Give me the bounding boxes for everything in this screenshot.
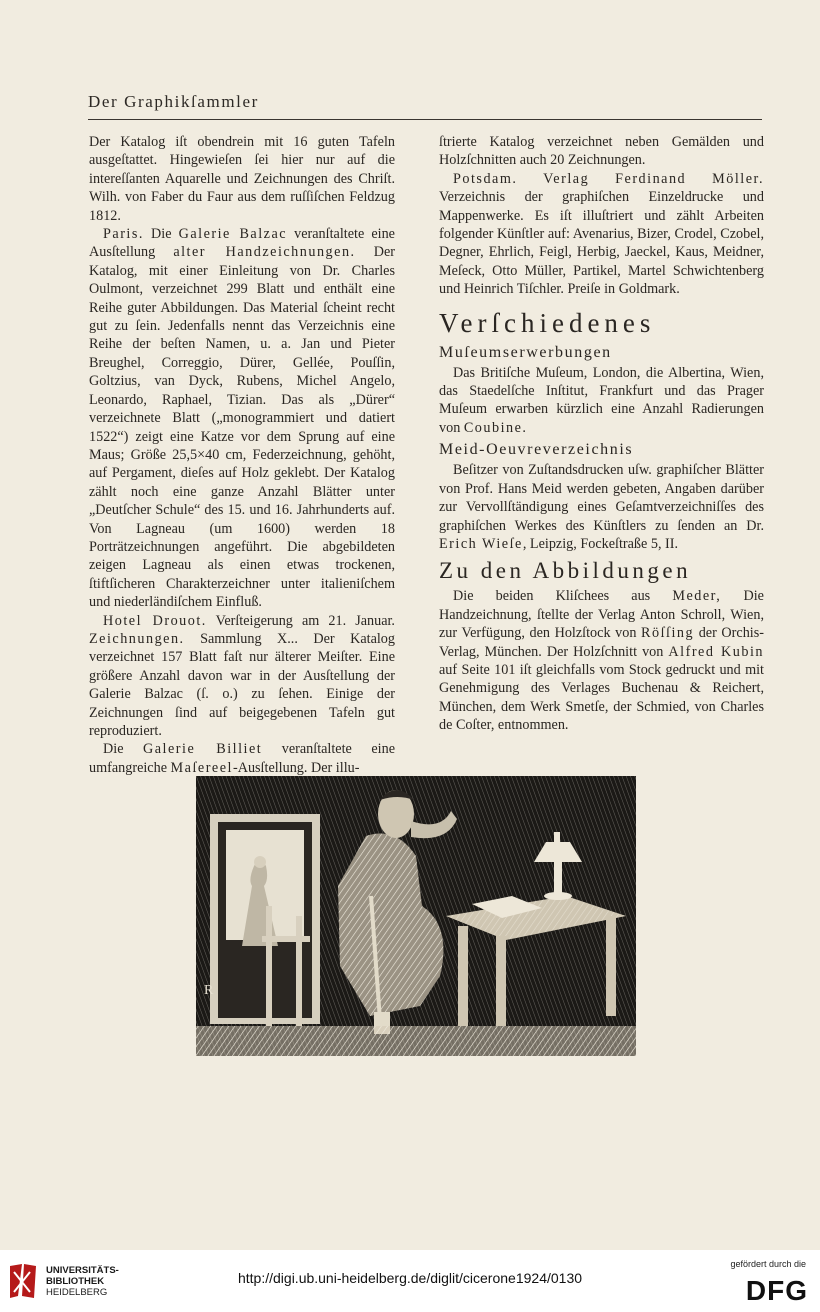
text-run: veranſtaltete eine Ausſtellung xyxy=(89,226,395,261)
header-rule xyxy=(88,119,762,120)
text-run: Die beiden Kliſchees aus xyxy=(453,588,673,605)
text-run: Die xyxy=(103,741,143,758)
left-paragraph-drouot xyxy=(89,612,395,741)
galerie-balzac: Galerie Balzac xyxy=(178,226,288,243)
library-line-3: HEIDELBERG xyxy=(46,1287,108,1298)
left-column xyxy=(89,133,395,777)
text-run: Verzeichnis der graphiſchen Einzeldrucke und Mappenwerke. Es iſt illuſtriert und zählt Arbeiten folgender Künſtler auf: Avenarius, Bizer, Crodel, Czobel, Degner, Ehrlich, Feigl, Herbig, Jaeckel, Kaus, Meidner, Meſeck, Otto Müller, Partikel, Martel Schwichtenberg und Heinrich Tiſchler. Preiſe in Goldmark. xyxy=(439,189,764,298)
potsdam-verlag: Potsdam. Verlag Ferdinand Möller. xyxy=(453,170,764,187)
right-column xyxy=(439,133,764,735)
section-title-abbildungen: Zu den Abbildungen xyxy=(439,558,692,584)
left-paragraph-billiet xyxy=(89,740,395,777)
left-paragraph-1: Der Katalog iſt obendrein mit 16 guten Tafeln ausgeſtattet. Hingewieſen ſei hier nur auf die intereſſanten Aquarelle und Zeichnungen des Chriſt. Wilh. von Faber du Faur aus dem ruſſiſchen Feldzug 1812. xyxy=(89,134,395,224)
text-run: Die xyxy=(143,226,179,243)
woodcut-monogram: R xyxy=(204,983,214,998)
text-run: Der Katalog, mit einer Einleitung von Dr. Charles Oulmont, verzeichnet 299 Blatt und enthält eine Reihe guter Abbildungen. Das Material ſcheint recht gut zu ſein. Jedenfalls nennt das Verzeichnis eine Reihe der beſten Namen, u. a. Jan und Pieter Breughel, Correggio, Dürer, Gellée, Pouſſin, Goltzius, van Dyck, Rubens, Michel Angelo, Leonardo, Raphael, Tizian. Das als „Dürer“ verzeichnete Blatt („monogrammiert und datiert 1522“) zeigt eine Katze vor dem Sprung auf eine Maus; Größe 25,5×40 cm, Federzeichnung, gehöht, auf Pergament, dieſes auf Holz geklebt. Der Katalog zählt noch eine ganze Anzahl Blätter unter „Deutſcher Schule“ des 15. und 16. Jahrhunderts auf. Von Lagneau (um 1600) werden 18 Porträtzeichnungen angeführt. Die abgebildeten zeigen Lagneau als einen etwas trockenen, ſtiftſicheren Charakterzeichner unter italieniſchem und niederländiſchem Einfluß. xyxy=(89,244,395,611)
text-run: Verſteigerung am 21. Januar. xyxy=(206,612,395,629)
funded-by-note: gefördert durch die xyxy=(730,1259,806,1269)
masereel-emph: Maſereel xyxy=(170,759,233,776)
right-paragraph-1: ſtrierte Katalog verzeichnet neben Gemälden und Holzſchnitten auch 20 Zeichnungen. xyxy=(439,134,764,169)
permalink-url[interactable]: http://digi.ub.uni-heidelberg.de/diglit/cicerone1924/0130 xyxy=(237,1270,583,1286)
right-paragraph-potsdam xyxy=(439,170,764,299)
text-run: der Orchis-Verlag, München. Der Holzſchnitt von xyxy=(439,625,764,660)
woodcut-illustration xyxy=(196,776,636,1056)
galerie-billiet: Galerie Billiet xyxy=(143,741,263,758)
erich-wiese: Erich Wieſe xyxy=(439,535,523,552)
subhead-museumserwerbungen: Muſeumserwerbungen xyxy=(439,343,612,361)
library-line-1: UNIVERSITÄTS- xyxy=(46,1265,119,1276)
roessing-emph: Röſſing xyxy=(641,625,695,642)
meder-emph: Meder, xyxy=(672,588,722,605)
place-paris: Paris. xyxy=(103,226,144,243)
kubin-emph: Alfred Kubin xyxy=(668,643,764,660)
hotel-drouot: Hotel Drouot. xyxy=(103,612,207,629)
handzeichnungen-emph: alter Handzeichnungen. xyxy=(173,244,356,261)
left-paragraph-paris xyxy=(89,225,395,612)
text-run: Die Handzeichnung, ſtellte der Verlag Anton Schroll, Wien, zur Verfügung, den Holzſtock von xyxy=(439,588,764,642)
coubine-emph: Coubine. xyxy=(463,419,528,436)
meid-paragraph xyxy=(439,461,764,553)
museum-paragraph xyxy=(439,364,764,438)
zeichnungen-emph: Zeichnungen. xyxy=(89,630,185,647)
text-run: veranſtaltete eine umfangreiche xyxy=(89,741,395,776)
dfg-logo: DFG xyxy=(745,1275,808,1306)
text-run: Das Britiſche Muſeum, London, die Albertina, Wien, das Staedelſche Inſtitut, Frankfurt und das Prager Muſeum erwarben kürzlich eine Anzahl Radierungen von xyxy=(439,364,764,436)
text-run: Sammlung X... Der Katalog verzeichnet 157 Blatt faſt nur älterer Meiſter. Eine größere Anzahl davon war in der Ausſtellung der Galerie Balzac (ſ. o.) zu ſehen. Einige der Zeichnungen ſind auf beigegebenen Tafeln gut reproduziert. xyxy=(89,630,395,739)
text-run: Beſitzer von Zuſtandsdrucken uſw. graphiſcher Blätter von Prof. Hans Meid werden gebeten, Angaben darüber zur Vervollſtändigung eines Geſamtverzeichniſſes des graphiſchen Werkes des Künſtlers zu ſenden an Dr. xyxy=(439,462,764,534)
running-head: Der Graphikſammler xyxy=(88,92,259,111)
text-run: auf Seite 101 iſt gleichfalls vom Stock gedruckt und mit Genehmigung des Verlages Buchenau & Reichert, München, dem Werk Smetſe, der Schmied, von Charles de Coſter, entnommen. xyxy=(439,661,764,734)
section-title-verschiedenes: Verſchiedenes xyxy=(439,307,656,338)
abbildungen-paragraph xyxy=(439,587,764,734)
text-run: -Ausſtellung. Der illu- xyxy=(232,759,360,776)
subhead-meid: Meid-Oeuvreverzeichnis xyxy=(439,441,634,459)
library-line-2: BIBLIOTHEK xyxy=(46,1276,105,1287)
text-run: , Leipzig, Fockeſtraße 5, II. xyxy=(522,535,679,552)
